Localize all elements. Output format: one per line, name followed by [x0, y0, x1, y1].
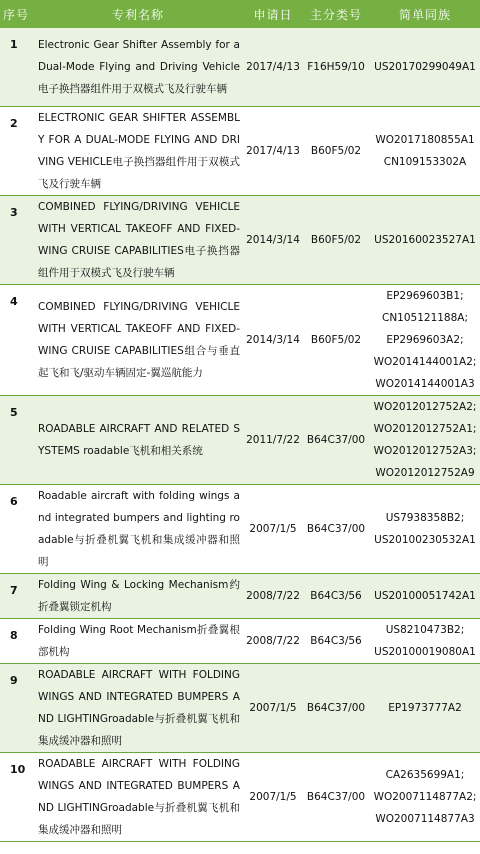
simple-family	[370, 28, 480, 106]
header-index: 序号	[0, 0, 32, 28]
row-index: 10	[0, 752, 32, 841]
patent-name: Electronic Gear Shifter Assembly for a Dual-Mode Flying and Driving Vehicle电子换挡器组件用于双模式飞及行驶车辆	[32, 28, 244, 106]
main-class: B64C3/56	[302, 618, 370, 663]
row-index: 5	[0, 395, 32, 484]
application-date: 2007/1/5	[244, 663, 302, 752]
application-date: 2014/3/14	[244, 284, 302, 395]
family-member: EP2969603A2;	[386, 333, 464, 346]
application-date: 2017/4/13	[244, 28, 302, 106]
main-class: B64C37/00	[302, 395, 370, 484]
family-member: CN105121188A;	[381, 311, 469, 324]
family-member: US8210473B2;	[385, 623, 465, 636]
family-member: WO2007114877A2;	[373, 790, 477, 803]
family-member: EP2969603B1;	[386, 289, 464, 302]
family-member: US20170299049A1	[374, 60, 476, 73]
family-member: US20100051742A1	[374, 589, 476, 602]
family-member: WO2012012752A2;	[373, 400, 477, 413]
main-class: B64C37/00	[302, 752, 370, 841]
application-date: 2014/3/14	[244, 195, 302, 284]
table-row	[0, 618, 480, 663]
family-member: US20160023527A1	[374, 233, 476, 246]
simple-family	[370, 195, 480, 284]
simple-family	[370, 663, 480, 752]
table-row	[0, 752, 480, 841]
table-row	[0, 106, 480, 195]
main-class: F16H59/10	[302, 28, 370, 106]
application-date: 2007/1/5	[244, 484, 302, 573]
application-date: 2011/7/22	[244, 395, 302, 484]
patent-name: Folding Wing Root Mechanism折叠翼根部机构	[32, 618, 244, 663]
application-date: 2007/1/5	[244, 752, 302, 841]
header-simple-family: 简单同族	[370, 0, 480, 28]
table-body	[0, 28, 480, 841]
table-row	[0, 284, 480, 395]
application-date: 2008/7/22	[244, 573, 302, 618]
row-index: 2	[0, 106, 32, 195]
family-member: CN109153302A	[383, 155, 467, 168]
row-index: 3	[0, 195, 32, 284]
header-application-date: 申请日	[244, 0, 302, 28]
table-row	[0, 395, 480, 484]
table-row	[0, 28, 480, 106]
family-member: WO2014144001A3	[375, 377, 475, 390]
row-index: 8	[0, 618, 32, 663]
table-row	[0, 195, 480, 284]
header-patent-name: 专利名称	[32, 0, 244, 28]
patent-name: ELECTRONIC GEAR SHIFTER ASSEMBLY FOR A DUAL-MODE FLYING AND DRIVING VEHICLE电子换挡器组件用于双模式飞及行驶车辆	[32, 106, 244, 195]
family-member: WO2012012752A3;	[373, 444, 477, 457]
main-class: B64C3/56	[302, 573, 370, 618]
header-row	[0, 0, 480, 28]
row-index: 9	[0, 663, 32, 752]
family-member: CA2635699A1;	[385, 768, 465, 781]
row-index: 4	[0, 284, 32, 395]
family-member: WO2017180855A1	[375, 133, 475, 146]
family-member: WO2012012752A1;	[373, 422, 477, 435]
simple-family	[370, 484, 480, 573]
simple-family	[370, 106, 480, 195]
main-class: B64C37/00	[302, 484, 370, 573]
table-row	[0, 573, 480, 618]
family-member: EP1973777A2	[388, 701, 462, 714]
application-date: 2008/7/22	[244, 618, 302, 663]
simple-family	[370, 752, 480, 841]
main-class: B64C37/00	[302, 663, 370, 752]
row-index: 1	[0, 28, 32, 106]
family-member: US7938358B2;	[385, 511, 465, 524]
main-class: B60F5/02	[302, 195, 370, 284]
family-member: US20100019080A1	[374, 645, 476, 658]
family-member: WO2007114877A3	[375, 812, 475, 825]
row-index: 7	[0, 573, 32, 618]
main-class: B60F5/02	[302, 106, 370, 195]
patent-name: Folding Wing & Locking Mechanism约折叠翼锁定机构	[32, 573, 244, 618]
simple-family	[370, 395, 480, 484]
simple-family	[370, 618, 480, 663]
patent-name: ROADABLE AIRCRAFT WITH FOLDING WINGS AND INTEGRATED BUMPERS AND LIGHTINGroadable与折叠机翼飞机和集成缓冲器和照明	[32, 752, 244, 841]
patent-name: ROADABLE AIRCRAFT AND RELATED SYSTEMS roadable飞机和相关系统	[32, 395, 244, 484]
family-member: US20100230532A1	[374, 533, 476, 546]
simple-family	[370, 284, 480, 395]
simple-family	[370, 573, 480, 618]
main-class: B60F5/02	[302, 284, 370, 395]
table-row	[0, 663, 480, 752]
patent-name: Roadable aircraft with folding wings and integrated bumpers and lighting roadable与折叠机翼飞机和集成缓冲器和照明	[32, 484, 244, 573]
patent-name: COMBINED FLYING/DRIVING VEHICLE WITH VERTICAL TAKEOFF AND FIXED-WING CRUISE CAPABILITIES电子换挡器组件用于双模式飞及行驶车辆	[32, 195, 244, 284]
table-row	[0, 484, 480, 573]
table-header	[0, 0, 480, 28]
patent-name: COMBINED FLYING/DRIVING VEHICLE WITH VERTICAL TAKEOFF AND FIXED-WING CRUISE CAPABILITIES组合与垂直起飞和飞/驱动车辆固定-翼巡航能力	[32, 284, 244, 395]
family-member: WO2012012752A9	[375, 466, 475, 479]
row-index: 6	[0, 484, 32, 573]
application-date: 2017/4/13	[244, 106, 302, 195]
header-main-class: 主分类号	[302, 0, 370, 28]
family-member: WO2014144001A2;	[373, 355, 477, 368]
patent-name: ROADABLE AIRCRAFT WITH FOLDING WINGS AND INTEGRATED BUMPERS AND LIGHTINGroadable与折叠机翼飞机和集成缓冲器和照明	[32, 663, 244, 752]
